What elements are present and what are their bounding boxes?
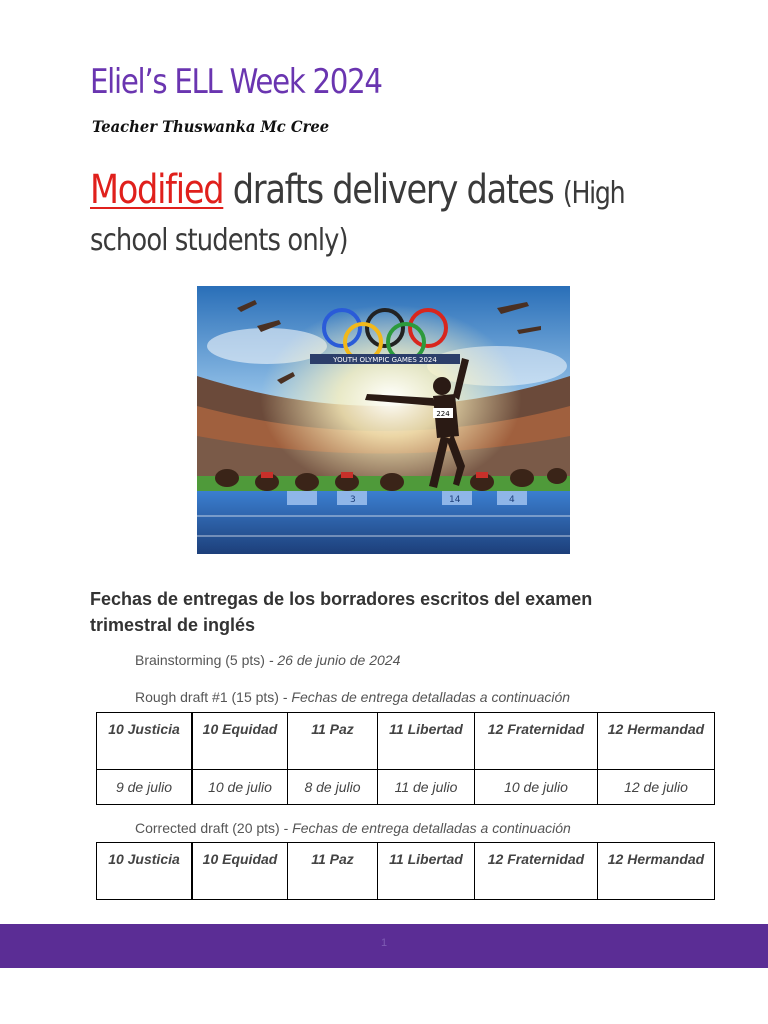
table-header-cell: 10 Justicia xyxy=(97,843,193,900)
table-header-cell: 10 Equidad xyxy=(192,713,288,770)
table-cell: 12 de julio xyxy=(598,770,715,805)
table-header-cell: 12 Hermandad xyxy=(598,713,715,770)
page-footer xyxy=(0,924,768,968)
corrected-draft-table xyxy=(96,842,715,900)
brainstorming-label: Brainstorming (5 pts) xyxy=(135,652,265,668)
page-title: Eliel’s ELL Week 2024 xyxy=(90,62,382,102)
heading-text: drafts delivery dates xyxy=(232,167,554,213)
table-header-row xyxy=(97,843,715,900)
page-number: 1 xyxy=(380,937,388,949)
table-header-cell: 11 Paz xyxy=(288,843,378,900)
corrected-draft-note: Fechas de entrega detalladas a continuación xyxy=(292,820,571,836)
corrected-draft-label: Corrected draft (20 pts) - xyxy=(135,820,289,836)
table-cell: 10 de julio xyxy=(475,770,598,805)
heading-paren: (High xyxy=(562,176,625,211)
teacher-name: Teacher Thuswanka Mc Cree xyxy=(92,117,330,136)
table-header-cell: 12 Fraternidad xyxy=(475,713,598,770)
lane-number: 14 xyxy=(449,495,461,505)
modified-word: Modified xyxy=(90,167,224,213)
table-header-cell: 12 Fraternidad xyxy=(475,843,598,900)
table-cell: 10 de julio xyxy=(192,770,288,805)
banner-text: YOUTH OLYMPIC GAMES 2024 xyxy=(333,356,437,364)
table-cell: 9 de julio xyxy=(97,770,193,805)
table-header-cell: 12 Hermandad xyxy=(598,843,715,900)
table-header-row xyxy=(97,713,715,770)
lane-number: 4 xyxy=(509,495,515,505)
brainstorming-date: - 26 de junio de 2024 xyxy=(268,652,401,668)
rough-draft-label: Rough draft #1 (15 pts) - xyxy=(135,689,288,705)
section-title: Fechas de entregas de los borradores escritos del examen trimestral de inglés xyxy=(90,589,593,635)
table-header-cell: 11 Paz xyxy=(288,713,378,770)
brainstorming-item xyxy=(135,652,400,668)
rough-draft-table xyxy=(96,712,715,805)
rough-draft-note: Fechas de entrega detalladas a continuación xyxy=(291,689,571,705)
corrected-draft-item xyxy=(135,820,571,836)
table-header-cell: 11 Libertad xyxy=(378,713,475,770)
heading-line-2: school students only) xyxy=(90,223,348,258)
bib-number: 224 xyxy=(436,410,450,418)
main-heading xyxy=(90,165,730,261)
table-header-cell: 11 Libertad xyxy=(378,843,475,900)
table-header-cell: 10 Justicia xyxy=(97,713,193,770)
rough-draft-item xyxy=(135,689,570,705)
table-cell: 8 de julio xyxy=(288,770,378,805)
table-header-cell: 10 Equidad xyxy=(192,843,288,900)
lane-number: 3 xyxy=(350,495,356,505)
table-cell: 11 de julio xyxy=(378,770,475,805)
table-row xyxy=(97,770,715,805)
olympics-illustration xyxy=(197,286,570,554)
